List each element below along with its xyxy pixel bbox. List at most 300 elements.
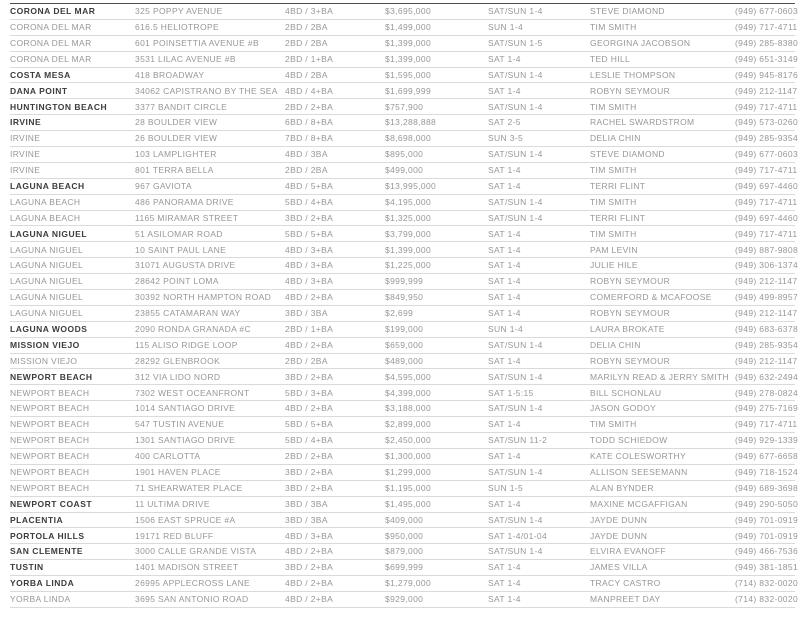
- open-times-cell: SAT/SUN 1-4: [488, 101, 543, 112]
- price-cell: $409,000: [385, 514, 424, 525]
- table-row: [10, 68, 799, 84]
- bedbath-cell: 2BD / 1+BA: [285, 324, 334, 334]
- open-times-cell: SAT 1-4: [488, 355, 521, 366]
- bedbath-cell: 7BD / 8+BA: [285, 133, 334, 144]
- agent-cell: ROBYN SEYMOUR: [590, 355, 671, 366]
- bedbath-cell: 4BD / 5+BA: [285, 180, 334, 191]
- bedbath-cell: 4BD / 3+BA: [285, 276, 334, 287]
- city-cell: IRVINE: [10, 133, 41, 144]
- city-cell: CORONA DEL MAR: [10, 22, 92, 33]
- phone-cell: (949) 929-1339: [735, 435, 799, 446]
- table-row: [10, 449, 799, 465]
- table-row: [10, 354, 798, 370]
- city-cell: LAGUNA NIGUEL: [10, 292, 84, 303]
- open-times-cell: SAT/SUN 1-4: [488, 339, 543, 350]
- phone-cell: (949) 285-9354: [735, 339, 799, 350]
- open-times-cell: SAT/SUN 11-2: [488, 435, 548, 446]
- phone-cell: (949) 717-4711: [735, 196, 798, 207]
- open-times-cell: SAT 1-4: [488, 578, 521, 589]
- city-cell: LAGUNA NIGUEL: [10, 276, 84, 287]
- bedbath-cell: 3BD / 3BA: [285, 308, 328, 319]
- phone-cell: (949) 278-0824: [735, 387, 799, 398]
- city-cell: YORBA LINDA: [10, 594, 71, 605]
- open-times-cell: SUN 1-4: [488, 22, 524, 33]
- bedbath-cell: 5BD / 5+BA: [285, 228, 334, 239]
- open-times-cell: SAT 1-4: [488, 53, 521, 64]
- city-cell: NEWPORT COAST: [10, 498, 93, 509]
- bedbath-cell: 5BD / 4+BA: [285, 435, 334, 446]
- agent-cell: LESLIE THOMPSON: [590, 69, 676, 80]
- address-cell: 400 CARLOTTA: [135, 451, 201, 462]
- price-cell: $895,000: [385, 149, 424, 160]
- address-cell: 1901 HAVEN PLACE: [135, 467, 221, 478]
- agent-cell: PAM LEVIN: [590, 244, 638, 255]
- open-times-cell: SAT 1-4: [488, 594, 521, 605]
- price-cell: $1,399,000: [385, 37, 432, 48]
- open-times-cell: SAT 1-4/01-04: [488, 530, 548, 541]
- price-cell: $4,595,000: [385, 371, 432, 382]
- phone-cell: (949) 381-1851: [735, 562, 799, 573]
- bedbath-cell: 2BD / 2BA: [285, 22, 328, 33]
- bedbath-cell: 4BD / 2+BA: [285, 403, 334, 414]
- city-cell: LAGUNA NIGUEL: [10, 228, 88, 239]
- address-cell: 1506 EAST SPRUCE #A: [135, 514, 236, 525]
- price-cell: $1,499,000: [385, 22, 432, 33]
- phone-cell: (949) 683-6378: [735, 324, 799, 334]
- table-row: [10, 99, 798, 115]
- bedbath-cell: 4BD / 2+BA: [285, 594, 334, 605]
- agent-cell: STEVE DIAMOND: [590, 149, 665, 160]
- agent-cell: TERRI FLINT: [590, 212, 646, 223]
- agent-cell: ALLISON SEESEMANN: [590, 467, 688, 478]
- table-row: [10, 338, 799, 354]
- open-times-cell: SAT 2-5: [488, 117, 521, 128]
- bedbath-cell: 2BD / 2BA: [285, 37, 328, 48]
- agent-cell: KATE COLESWORTHY: [590, 451, 686, 462]
- open-times-cell: SAT/SUN 1-4: [488, 6, 543, 17]
- agent-cell: TERRI FLINT: [590, 180, 646, 191]
- table-row: [10, 417, 798, 433]
- address-cell: 3695 SAN ANTONIO ROAD: [135, 594, 249, 605]
- address-cell: 3531 LILAC AVENUE #B: [135, 53, 236, 64]
- address-cell: 103 LAMPLIGHTER: [135, 149, 217, 160]
- phone-cell: (949) 697-4460: [735, 180, 799, 191]
- bedbath-cell: 2BD / 2BA: [285, 165, 328, 176]
- city-cell: NEWPORT BEACH: [10, 419, 90, 430]
- address-cell: 801 TERRA BELLA: [135, 165, 214, 176]
- price-cell: $2,699: [385, 308, 414, 319]
- agent-cell: TIM SMITH: [590, 22, 637, 33]
- open-times-cell: SAT/SUN 1-4: [488, 467, 543, 478]
- address-cell: 10 SAINT PAUL LANE: [135, 244, 227, 255]
- address-cell: 26 BOULDER VIEW: [135, 133, 218, 144]
- price-cell: $2,450,000: [385, 435, 432, 446]
- address-cell: 547 TUSTIN AVENUE: [135, 419, 225, 430]
- address-cell: 115 ALISO RIDGE LOOP: [135, 339, 238, 350]
- phone-cell: (949) 689-3698: [735, 482, 799, 493]
- price-cell: $3,188,000: [385, 403, 432, 414]
- city-cell: HUNTINGTON BEACH: [10, 101, 108, 112]
- table-row: [10, 4, 799, 20]
- price-cell: $1,195,000: [385, 482, 432, 493]
- price-cell: $1,325,000: [385, 212, 432, 223]
- open-times-cell: SAT 1-4: [488, 260, 521, 271]
- phone-cell: (714) 832-0020: [735, 594, 799, 605]
- phone-cell: (949) 573-0260: [735, 117, 799, 128]
- agent-cell: BILL SCHONLAU: [590, 387, 662, 398]
- phone-cell: (949) 717-4711: [735, 101, 798, 112]
- open-times-cell: SAT 1-5:15: [488, 387, 534, 398]
- open-times-cell: SAT/SUN 1-4: [488, 403, 543, 414]
- agent-cell: MARILYN READ & JERRY SMITH: [590, 371, 729, 382]
- agent-cell: JAMES VILLA: [590, 562, 648, 573]
- agent-cell: MAXINE MCGAFFIGAN: [590, 498, 688, 509]
- bedbath-cell: 2BD / 2BA: [285, 355, 328, 366]
- address-cell: 325 POPPY AVENUE: [135, 6, 223, 17]
- phone-cell: (949) 212-1147: [735, 85, 798, 96]
- city-cell: CORONA DEL MAR: [10, 6, 96, 17]
- agent-cell: TODD SCHIEDOW: [590, 435, 668, 446]
- agent-cell: TRACY CASTRO: [590, 578, 661, 589]
- table-row: [10, 481, 799, 497]
- phone-cell: (949) 306-1374: [735, 260, 799, 271]
- table-row: [10, 147, 799, 163]
- price-cell: $879,000: [385, 546, 424, 557]
- bedbath-cell: 4BD / 3BA: [285, 149, 328, 160]
- bedbath-cell: 3BD / 2+BA: [285, 371, 334, 382]
- price-cell: $1,399,000: [385, 244, 432, 255]
- city-cell: NEWPORT BEACH: [10, 467, 90, 478]
- bedbath-cell: 2BD / 1+BA: [285, 53, 334, 64]
- price-cell: $1,699,999: [385, 85, 432, 96]
- address-cell: 1165 MIRAMAR STREET: [135, 212, 239, 223]
- city-cell: NEWPORT BEACH: [10, 482, 90, 493]
- city-cell: PLACENTIA: [10, 514, 64, 525]
- city-cell: LAGUNA BEACH: [10, 180, 85, 191]
- open-times-cell: SAT 1-4: [488, 419, 521, 430]
- phone-cell: (949) 677-6658: [735, 451, 799, 462]
- price-cell: $1,279,000: [385, 578, 432, 589]
- city-cell: IRVINE: [10, 117, 42, 128]
- agent-cell: ALAN BYNDER: [590, 482, 654, 493]
- price-cell: $4,399,000: [385, 387, 432, 398]
- table-row: [10, 20, 798, 36]
- bedbath-cell: 5BD / 3+BA: [285, 387, 334, 398]
- price-cell: $849,950: [385, 292, 424, 303]
- bedbath-cell: 2BD / 2+BA: [285, 101, 334, 112]
- agent-cell: STEVE DIAMOND: [590, 6, 665, 17]
- table-row: [10, 513, 799, 529]
- open-times-cell: SUN 1-4: [488, 324, 524, 334]
- table-row: [10, 306, 798, 322]
- bedbath-cell: 4BD / 3+BA: [285, 530, 334, 541]
- address-cell: 616.5 HELIOTROPE: [135, 22, 220, 33]
- price-cell: $999,999: [385, 276, 424, 287]
- price-cell: $950,000: [385, 530, 424, 541]
- phone-cell: (949) 701-0919: [735, 514, 799, 525]
- price-cell: $3,799,000: [385, 228, 432, 239]
- phone-cell: (949) 212-1147: [735, 276, 798, 287]
- bedbath-cell: 4BD / 3+BA: [285, 6, 334, 17]
- address-cell: 28642 POINT LOMA: [135, 276, 219, 287]
- bedbath-cell: 4BD / 4+BA: [285, 85, 334, 96]
- address-cell: 23855 CATAMARAN WAY: [135, 308, 241, 319]
- price-cell: $1,399,000: [385, 53, 432, 64]
- table-row: [10, 131, 799, 147]
- address-cell: 7302 WEST OCEANFRONT: [135, 387, 250, 398]
- city-cell: NEWPORT BEACH: [10, 451, 90, 462]
- city-cell: MISSION VIEJO: [10, 355, 78, 366]
- price-cell: $1,225,000: [385, 260, 432, 271]
- phone-cell: (949) 697-4460: [735, 212, 799, 223]
- city-cell: LAGUNA BEACH: [10, 212, 81, 223]
- address-cell: 601 POINSETTIA AVENUE #B: [135, 37, 259, 48]
- city-cell: LAGUNA BEACH: [10, 196, 81, 207]
- table-row: [10, 592, 799, 608]
- city-cell: NEWPORT BEACH: [10, 435, 90, 446]
- table-row: [10, 401, 799, 417]
- address-cell: 28 BOULDER VIEW: [135, 117, 218, 128]
- price-cell: $13,995,000: [385, 180, 437, 191]
- open-times-cell: SAT 1-4: [488, 165, 521, 176]
- open-times-cell: SAT 1-4: [488, 498, 521, 509]
- bedbath-cell: 5BD / 5+BA: [285, 419, 334, 430]
- address-cell: 967 GAVIOTA: [135, 180, 192, 191]
- address-cell: 3000 CALLE GRANDE VISTA: [135, 546, 257, 557]
- address-cell: 2090 RONDA GRANADA #C: [135, 324, 252, 334]
- open-times-cell: SAT/SUN 1-4: [488, 371, 543, 382]
- agent-cell: JAYDE DUNN: [590, 514, 648, 525]
- city-cell: MISSION VIEJO: [10, 339, 80, 350]
- open-times-cell: SAT/SUN 1-4: [488, 69, 543, 80]
- table-row: [10, 115, 799, 131]
- bedbath-cell: 3BD / 3BA: [285, 514, 328, 525]
- agent-cell: JULIE HILE: [590, 260, 638, 271]
- open-times-cell: SAT 1-4: [488, 308, 521, 319]
- address-cell: 11 ULTIMA DRIVE: [135, 498, 210, 509]
- phone-cell: (949) 212-1147: [735, 308, 798, 319]
- table-row: [10, 369, 799, 385]
- address-cell: 19171 RED BLUFF: [135, 530, 214, 541]
- agent-cell: GEORGINA JACOBSON: [590, 37, 691, 48]
- address-cell: 1301 SANTIAGO DRIVE: [135, 435, 236, 446]
- city-cell: IRVINE: [10, 149, 41, 160]
- table-row: [10, 226, 798, 242]
- open-times-cell: SAT 1-4: [488, 228, 521, 239]
- table-row: [10, 163, 798, 179]
- open-times-cell: SAT 1-4: [488, 85, 521, 96]
- price-cell: $929,000: [385, 594, 424, 605]
- city-cell: PORTOLA HILLS: [10, 530, 85, 541]
- agent-cell: COMERFORD & MCAFOOSE: [590, 292, 712, 303]
- phone-cell: (949) 945-8176: [735, 69, 799, 80]
- phone-cell: (949) 718-1524: [735, 467, 799, 478]
- address-cell: 34062 CAPISTRANO BY THE SEA: [135, 85, 278, 96]
- table-row: [10, 385, 799, 401]
- table-row: [10, 83, 798, 99]
- agent-cell: TIM SMITH: [590, 101, 637, 112]
- price-cell: $8,698,000: [385, 133, 432, 144]
- phone-cell: (949) 717-4711: [735, 419, 798, 430]
- address-cell: 26995 APPLECROSS LANE: [135, 578, 251, 589]
- table-row: [10, 544, 799, 560]
- table-row: [10, 560, 799, 576]
- agent-cell: TIM SMITH: [590, 196, 637, 207]
- agent-cell: LAURA BROKATE: [590, 324, 665, 334]
- bedbath-cell: 4BD / 2+BA: [285, 578, 334, 589]
- open-times-cell: SUN 3-5: [488, 133, 524, 144]
- agent-cell: ROBYN SEYMOUR: [590, 308, 671, 319]
- phone-cell: (949) 285-9354: [735, 133, 799, 144]
- city-cell: LAGUNA NIGUEL: [10, 308, 84, 319]
- address-cell: 1401 MADISON STREET: [135, 562, 239, 573]
- open-times-cell: SAT 1-4: [488, 244, 521, 255]
- bedbath-cell: 4BD / 2BA: [285, 69, 328, 80]
- city-cell: LAGUNA WOODS: [10, 324, 88, 334]
- phone-cell: (949) 717-4711: [735, 22, 798, 33]
- city-cell: LAGUNA NIGUEL: [10, 244, 84, 255]
- city-cell: CORONA DEL MAR: [10, 53, 92, 64]
- open-times-cell: SAT/SUN 1-4: [488, 212, 543, 223]
- bedbath-cell: 6BD / 8+BA: [285, 117, 334, 128]
- open-house-listings-page: [0, 3, 800, 622]
- agent-cell: RACHEL SWARDSTROM: [590, 117, 695, 128]
- phone-cell: (949) 499-8957: [735, 292, 799, 303]
- price-cell: $2,899,000: [385, 419, 432, 430]
- phone-cell: (949) 701-0919: [735, 530, 799, 541]
- open-times-cell: SAT/SUN 1-4: [488, 149, 543, 160]
- agent-cell: DELIA CHIN: [590, 133, 641, 144]
- bedbath-cell: 4BD / 3+BA: [285, 244, 334, 255]
- phone-cell: (949) 632-2494: [735, 371, 799, 382]
- phone-cell: (949) 212-1147: [735, 355, 798, 366]
- open-times-cell: SAT 1-4: [488, 292, 521, 303]
- phone-cell: (714) 832-0020: [735, 578, 799, 589]
- table-row: [10, 528, 799, 544]
- agent-cell: DELIA CHIN: [590, 339, 641, 350]
- address-cell: 418 BROADWAY: [135, 69, 205, 80]
- open-times-cell: SUN 1-5: [488, 482, 524, 493]
- bedbath-cell: 2BD / 2+BA: [285, 451, 334, 462]
- bedbath-cell: 3BD / 2+BA: [285, 467, 334, 478]
- table-row: [10, 497, 799, 513]
- address-cell: 71 SHEARWATER PLACE: [135, 482, 243, 493]
- agent-cell: JAYDE DUNN: [590, 530, 648, 541]
- address-cell: 51 ASILOMAR ROAD: [135, 228, 223, 239]
- table-row: [10, 36, 799, 52]
- bedbath-cell: 4BD / 2+BA: [285, 546, 334, 557]
- agent-cell: JASON GODOY: [590, 403, 657, 414]
- city-cell: NEWPORT BEACH: [10, 403, 90, 414]
- city-cell: YORBA LINDA: [10, 578, 75, 589]
- table-row: [10, 576, 799, 592]
- address-cell: 28292 GLENBROOK: [135, 355, 221, 366]
- table-row: [10, 290, 799, 306]
- city-cell: TUSTIN: [10, 562, 44, 573]
- open-times-cell: SAT 1-4: [488, 180, 521, 191]
- address-cell: 312 VIA LIDO NORD: [135, 371, 221, 382]
- phone-cell: (949) 717-4711: [735, 165, 798, 176]
- city-cell: CORONA DEL MAR: [10, 37, 92, 48]
- open-times-cell: SAT/SUN 1-4: [488, 546, 543, 557]
- table-row: [10, 433, 799, 449]
- agent-cell: ROBYN SEYMOUR: [590, 276, 671, 287]
- open-times-cell: SAT/SUN 1-4: [488, 514, 543, 525]
- table-row: [10, 465, 799, 481]
- price-cell: $13,288,888: [385, 117, 437, 128]
- phone-cell: (949) 677-0603: [735, 149, 799, 160]
- open-times-cell: SAT/SUN 1-5: [488, 37, 543, 48]
- city-cell: DANA POINT: [10, 85, 68, 96]
- table-row: [10, 322, 799, 338]
- listings-table: [10, 3, 799, 608]
- bedbath-cell: 3BD / 2+BA: [285, 482, 334, 493]
- table-row: [10, 242, 799, 258]
- price-cell: $1,495,000: [385, 498, 432, 509]
- price-cell: $659,000: [385, 339, 424, 350]
- price-cell: $1,595,000: [385, 69, 432, 80]
- bedbath-cell: 3BD / 3BA: [285, 498, 328, 509]
- address-cell: 486 PANORAMA DRIVE: [135, 196, 234, 207]
- price-cell: $3,695,000: [385, 6, 432, 17]
- agent-cell: ROBYN SEYMOUR: [590, 85, 671, 96]
- agent-cell: TIM SMITH: [590, 165, 637, 176]
- table-row: [10, 179, 799, 195]
- agent-cell: MANPREET DAY: [590, 594, 661, 605]
- price-cell: $1,299,000: [385, 467, 432, 478]
- price-cell: $499,000: [385, 165, 424, 176]
- phone-cell: (949) 275-7169: [735, 403, 799, 414]
- address-cell: 31071 AUGUSTA DRIVE: [135, 260, 236, 271]
- phone-cell: (949) 285-8380: [735, 37, 799, 48]
- table-row: [10, 274, 798, 290]
- address-cell: 1014 SANTIAGO DRIVE: [135, 403, 236, 414]
- address-cell: 30392 NORTH HAMPTON ROAD: [135, 292, 272, 303]
- agent-cell: TIM SMITH: [590, 228, 637, 239]
- bedbath-cell: 3BD / 2+BA: [285, 562, 334, 573]
- bedbath-cell: 4BD / 2+BA: [285, 292, 334, 303]
- phone-cell: (949) 677-0603: [735, 6, 799, 17]
- city-cell: IRVINE: [10, 165, 41, 176]
- phone-cell: (949) 290-5050: [735, 498, 799, 509]
- price-cell: $1,300,000: [385, 451, 432, 462]
- agent-cell: TIM SMITH: [590, 419, 637, 430]
- agent-cell: TED HILL: [590, 53, 631, 64]
- phone-cell: (949) 466-7536: [735, 546, 799, 557]
- price-cell: $757,900: [385, 101, 424, 112]
- price-cell: $489,000: [385, 355, 424, 366]
- agent-cell: ELVIRA EVANOFF: [590, 546, 666, 557]
- city-cell: NEWPORT BEACH: [10, 371, 93, 382]
- table-row: [10, 258, 799, 274]
- price-cell: $199,000: [385, 324, 424, 334]
- table-row: [10, 211, 799, 227]
- table-row: [10, 52, 799, 68]
- price-cell: $699,999: [385, 562, 424, 573]
- table-row: [10, 195, 798, 211]
- bedbath-cell: 3BD / 2+BA: [285, 212, 334, 223]
- open-times-cell: SAT 1-4: [488, 276, 521, 287]
- bedbath-cell: 5BD / 4+BA: [285, 196, 334, 207]
- open-times-cell: SAT/SUN 1-4: [488, 196, 543, 207]
- price-cell: $4,195,000: [385, 196, 432, 207]
- city-cell: COSTA MESA: [10, 69, 71, 80]
- city-cell: NEWPORT BEACH: [10, 387, 90, 398]
- bedbath-cell: 4BD / 2+BA: [285, 339, 334, 350]
- bedbath-cell: 4BD / 3+BA: [285, 260, 334, 271]
- phone-cell: (949) 887-9808: [735, 244, 799, 255]
- open-times-cell: SAT 1-4: [488, 451, 521, 462]
